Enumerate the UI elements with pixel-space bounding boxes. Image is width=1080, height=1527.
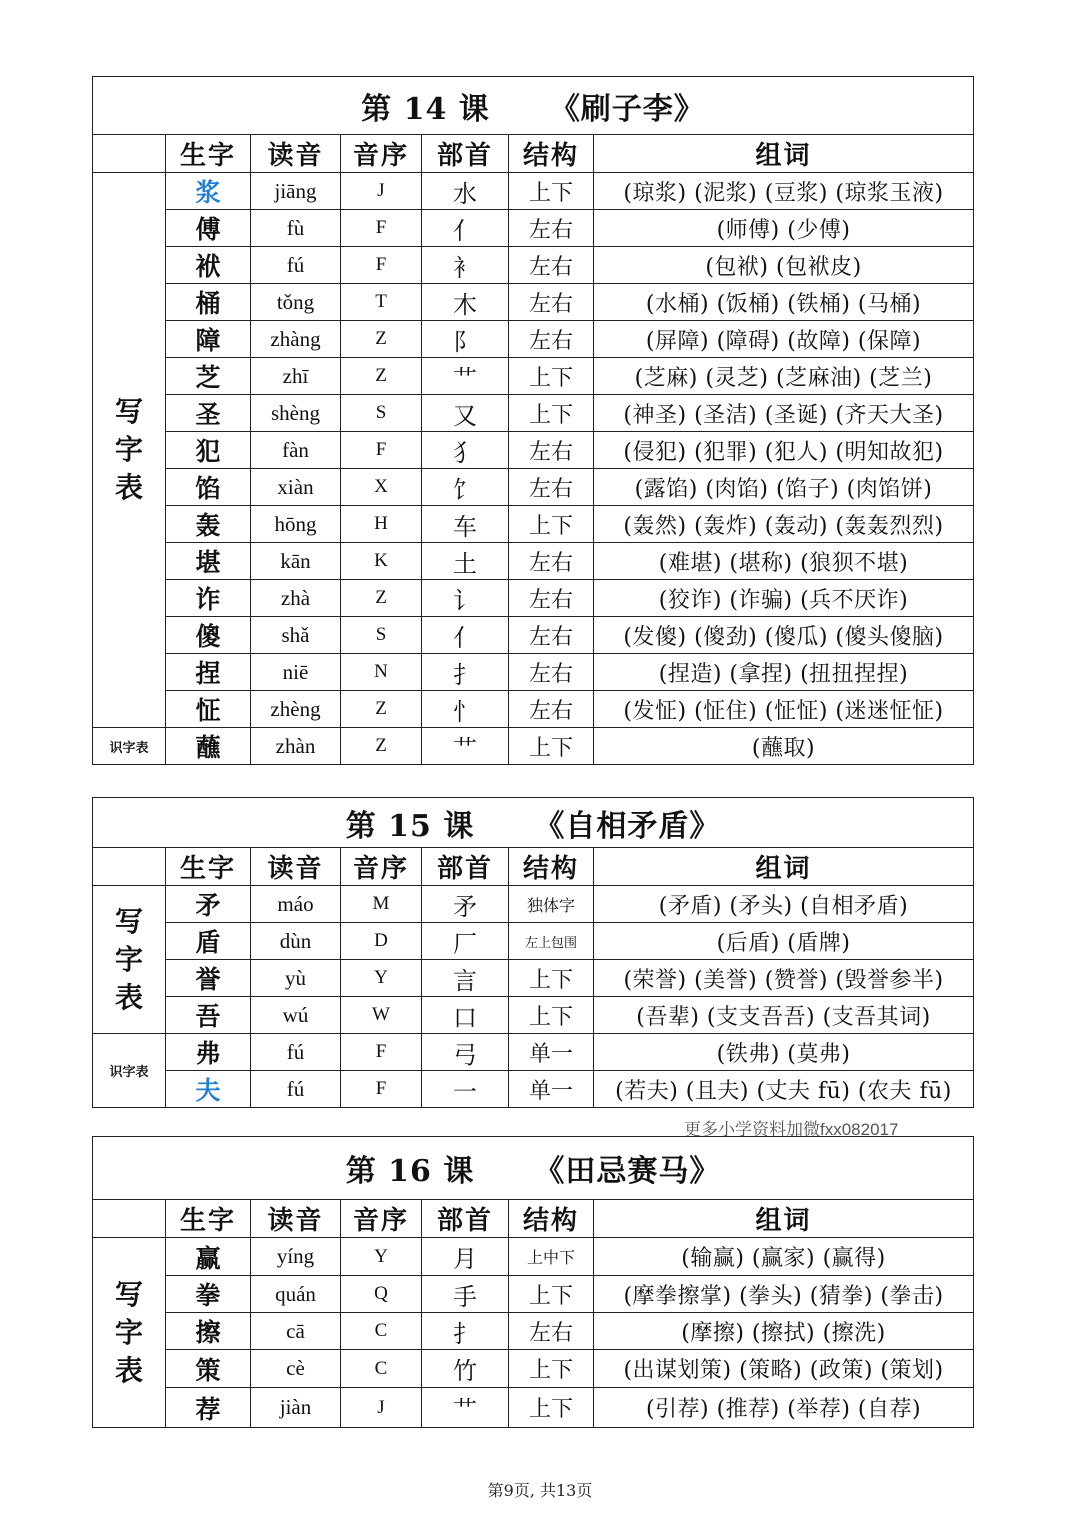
table-row [93,617,974,654]
header-blank [93,1200,166,1238]
row-char: 傅 [166,210,251,247]
table-row [93,284,974,321]
header-pinyin: 读音 [251,135,341,173]
row-pinyin: máo [251,886,341,923]
row-char: 夫 [166,1071,251,1108]
row-char: 堪 [166,543,251,580]
row-radical: 亻 [422,210,509,247]
row-pinyin: wú [251,997,341,1034]
row-pinyin: zhàng [251,321,341,358]
row-pinyin: fàn [251,432,341,469]
row-order: J [341,1388,422,1428]
row-words: (发怔) (怔住) (怔怔) (迷迷怔怔) [594,691,974,728]
row-radical: 忄 [422,691,509,728]
row-order: F [341,210,422,247]
row-radical: 讠 [422,580,509,617]
table-header [93,135,974,173]
row-pinyin: cā [251,1313,341,1350]
row-words: (狡诈) (诈骗) (兵不厌诈) [594,580,974,617]
row-order: Y [341,1238,422,1276]
table-header [93,848,974,886]
header-structure: 结构 [509,848,594,886]
row-words: (输赢) (赢家) (赢得) [594,1238,974,1276]
table-row [93,247,974,284]
table-row [93,173,974,210]
row-radical: 扌 [422,1313,509,1350]
row-order: Z [341,580,422,617]
row-words: (琼浆) (泥浆) (豆浆) (琼浆玉液) [594,173,974,210]
row-order: Y [341,960,422,997]
row-radical: 木 [422,284,509,321]
row-pinyin: jiàn [251,1388,341,1428]
row-pinyin: quán [251,1276,341,1313]
row-structure: 左右 [509,543,594,580]
row-structure: 上下 [509,960,594,997]
row-radical: 弓 [422,1034,509,1071]
row-order: F [341,247,422,284]
header-radical: 部首 [422,135,509,173]
row-words: (铁弗) (莫弗) [594,1034,974,1071]
row-pinyin: niē [251,654,341,691]
table-row [93,1350,974,1388]
row-structure: 上下 [509,1388,594,1428]
row-pinyin: shǎ [251,617,341,654]
lesson-15-table [92,797,974,1108]
row-pinyin: fú [251,247,341,284]
row-pinyin: zhàn [251,728,341,765]
header-words: 组词 [594,848,974,886]
lesson-16-table [92,1136,974,1428]
row-pinyin: shèng [251,395,341,432]
row-structure: 左右 [509,469,594,506]
row-words: (难堪) (堪称) (狼狈不堪) [594,543,974,580]
header-char: 生字 [166,848,251,886]
row-words: (出谋划策) (策略) (政策) (策划) [594,1350,974,1388]
row-pinyin: zhī [251,358,341,395]
row-order: S [341,617,422,654]
row-char: 芝 [166,358,251,395]
row-structure: 上下 [509,358,594,395]
row-order: D [341,923,422,960]
row-structure: 上下 [509,728,594,765]
row-structure: 左右 [509,284,594,321]
header-blank [93,848,166,886]
row-radical: 竹 [422,1350,509,1388]
row-char: 誉 [166,960,251,997]
row-char: 怔 [166,691,251,728]
row-words: (蘸取) [594,728,974,765]
row-words: (引荐) (推荐) (举荐) (自荐) [594,1388,974,1428]
row-radical: 车 [422,506,509,543]
row-radical: 口 [422,997,509,1034]
table-row [93,960,974,997]
row-radical: 饣 [422,469,509,506]
row-char: 荐 [166,1388,251,1428]
row-char: 浆 [166,173,251,210]
table-row [93,1071,974,1108]
table-row [93,580,974,617]
row-words: (矛盾) (矛头) (自相矛盾) [594,886,974,923]
header-structure: 结构 [509,135,594,173]
table-row [93,691,974,728]
table-row [93,1276,974,1313]
row-pinyin: jiāng [251,173,341,210]
row-radical: 亻 [422,617,509,654]
row-radical: 言 [422,960,509,997]
row-char: 圣 [166,395,251,432]
row-structure: 左右 [509,1313,594,1350]
row-pinyin: tǒng [251,284,341,321]
table-row [93,1313,974,1350]
row-order: W [341,997,422,1034]
row-order: F [341,1071,422,1108]
row-words: (露馅) (肉馅) (馅子) (肉馅饼) [594,469,974,506]
lesson-title [93,798,974,848]
row-structure: 左右 [509,617,594,654]
row-char: 傻 [166,617,251,654]
row-words: (后盾) (盾牌) [594,923,974,960]
lesson-number: 第 16 课 [345,1154,475,1189]
read-table-label: 识字表 [93,1034,166,1108]
header-order: 音序 [341,1200,422,1238]
row-char: 拳 [166,1276,251,1313]
row-pinyin: cè [251,1350,341,1388]
row-structure: 单一 [509,1034,594,1071]
row-radical: 月 [422,1238,509,1276]
row-words: (包袱) (包袱皮) [594,247,974,284]
header-words: 组词 [594,1200,974,1238]
row-structure: 上下 [509,997,594,1034]
row-char: 蘸 [166,728,251,765]
row-structure: 上下 [509,506,594,543]
lesson-number: 第 14 课 [361,91,490,127]
table-row [93,1388,974,1428]
lesson-14-table [92,76,974,765]
row-char: 捏 [166,654,251,691]
row-pinyin: yù [251,960,341,997]
lesson-name: 《刷子李》 [549,91,705,127]
table-row [93,886,974,923]
row-words: (摩擦) (擦拭) (擦洗) [594,1313,974,1350]
row-order: Z [341,691,422,728]
row-radical: 厂 [422,923,509,960]
row-char: 擦 [166,1313,251,1350]
row-char: 犯 [166,432,251,469]
row-order: Z [341,321,422,358]
row-order: N [341,654,422,691]
header-char: 生字 [166,135,251,173]
lesson-name: 《自相矛盾》 [534,808,721,844]
row-radical: 土 [422,543,509,580]
row-order: H [341,506,422,543]
write-table-label: 写字表 [93,886,166,1034]
table-row [93,997,974,1034]
header-pinyin: 读音 [251,1200,341,1238]
table-row [93,506,974,543]
row-pinyin: fú [251,1034,341,1071]
row-words: (轰然) (轰炸) (轰动) (轰轰烈烈) [594,506,974,543]
page-footer: 第9页, 共13页 [487,1481,593,1500]
row-pinyin: yíng [251,1238,341,1276]
table-row [93,543,974,580]
row-char: 矛 [166,886,251,923]
row-char: 吾 [166,997,251,1034]
row-structure: 上下 [509,1276,594,1313]
row-pinyin: dùn [251,923,341,960]
row-radical: 衤 [422,247,509,284]
write-table-label: 写字表 [93,173,166,728]
row-radical: 又 [422,395,509,432]
header-radical: 部首 [422,848,509,886]
table-header [93,1200,974,1238]
row-structure: 左右 [509,432,594,469]
header-words: 组词 [594,135,974,173]
row-structure: 左右 [509,654,594,691]
row-radical: 艹 [422,358,509,395]
row-radical: 艹 [422,1388,509,1428]
table-row [93,321,974,358]
row-structure: 上下 [509,173,594,210]
row-pinyin: hōng [251,506,341,543]
row-order: C [341,1313,422,1350]
row-structure: 左上包围 [509,923,594,960]
row-order: C [341,1350,422,1388]
header-char: 生字 [166,1200,251,1238]
row-order: Q [341,1276,422,1313]
write-table-label: 写字表 [93,1238,166,1428]
header-blank [93,135,166,173]
table-row [93,728,974,765]
row-radical: 水 [422,173,509,210]
row-words: (摩拳擦掌) (拳头) (猜拳) (拳击) [594,1276,974,1313]
row-char: 馅 [166,469,251,506]
row-pinyin: fù [251,210,341,247]
row-pinyin: kān [251,543,341,580]
table-row [93,432,974,469]
row-words: (荣誉) (美誉) (赞誉) (毁誉参半) [594,960,974,997]
row-char: 赢 [166,1238,251,1276]
row-order: F [341,1034,422,1071]
row-words: (吾辈) (支支吾吾) (支吾其词) [594,997,974,1034]
row-structure: 独体字 [509,886,594,923]
row-char: 障 [166,321,251,358]
row-words: (捏造) (拿捏) (扭扭捏捏) [594,654,974,691]
row-order: J [341,173,422,210]
row-words: (水桶) (饭桶) (铁桶) (马桶) [594,284,974,321]
row-order: S [341,395,422,432]
row-structure: 左右 [509,247,594,284]
table-row [93,923,974,960]
row-words: (侵犯) (犯罪) (犯人) (明知故犯) [594,432,974,469]
row-order: Z [341,358,422,395]
row-structure: 左右 [509,321,594,358]
row-structure: 上中下 [509,1238,594,1276]
header-radical: 部首 [422,1200,509,1238]
table-row [93,395,974,432]
row-words: (若夫) (且夫) (丈夫 fū) (农夫 fū) [594,1071,974,1108]
read-table-label: 识字表 [93,728,166,765]
row-order: K [341,543,422,580]
row-order: F [341,432,422,469]
row-order: Z [341,728,422,765]
row-structure: 左右 [509,691,594,728]
row-order: T [341,284,422,321]
row-words: (神圣) (圣洁) (圣诞) (齐天大圣) [594,395,974,432]
watermark-text: 更多小学资料加微fxx082017 [684,1120,899,1139]
row-radical: 艹 [422,728,509,765]
table-row [93,358,974,395]
header-order: 音序 [341,848,422,886]
table-row [93,1238,974,1276]
row-radical: 手 [422,1276,509,1313]
row-char: 盾 [166,923,251,960]
row-char: 桶 [166,284,251,321]
row-char: 轰 [166,506,251,543]
row-order: M [341,886,422,923]
header-pinyin: 读音 [251,848,341,886]
row-radical: 一 [422,1071,509,1108]
row-pinyin: zhèng [251,691,341,728]
header-structure: 结构 [509,1200,594,1238]
header-order: 音序 [341,135,422,173]
row-radical: 犭 [422,432,509,469]
row-words: (发傻) (傻劲) (傻瓜) (傻头傻脑) [594,617,974,654]
row-radical: 矛 [422,886,509,923]
lesson-name: 《田忌赛马》 [534,1154,721,1189]
row-radical: 阝 [422,321,509,358]
lesson-number: 第 15 课 [345,808,475,844]
row-structure: 左右 [509,210,594,247]
row-char: 弗 [166,1034,251,1071]
row-structure: 上下 [509,1350,594,1388]
table-row [93,1034,974,1071]
row-order: X [341,469,422,506]
row-words: (屏障) (障碍) (故障) (保障) [594,321,974,358]
row-char: 诈 [166,580,251,617]
lesson-title [93,77,974,135]
row-pinyin: fú [251,1071,341,1108]
row-words: (师傅) (少傅) [594,210,974,247]
row-structure: 上下 [509,395,594,432]
row-radical: 扌 [422,654,509,691]
row-char: 袱 [166,247,251,284]
table-row [93,469,974,506]
row-pinyin: xiàn [251,469,341,506]
row-pinyin: zhà [251,580,341,617]
row-structure: 左右 [509,580,594,617]
table-row [93,654,974,691]
lesson-title [93,1137,974,1200]
row-char: 策 [166,1350,251,1388]
table-row [93,210,974,247]
row-structure: 单一 [509,1071,594,1108]
row-words: (芝麻) (灵芝) (芝麻油) (芝兰) [594,358,974,395]
